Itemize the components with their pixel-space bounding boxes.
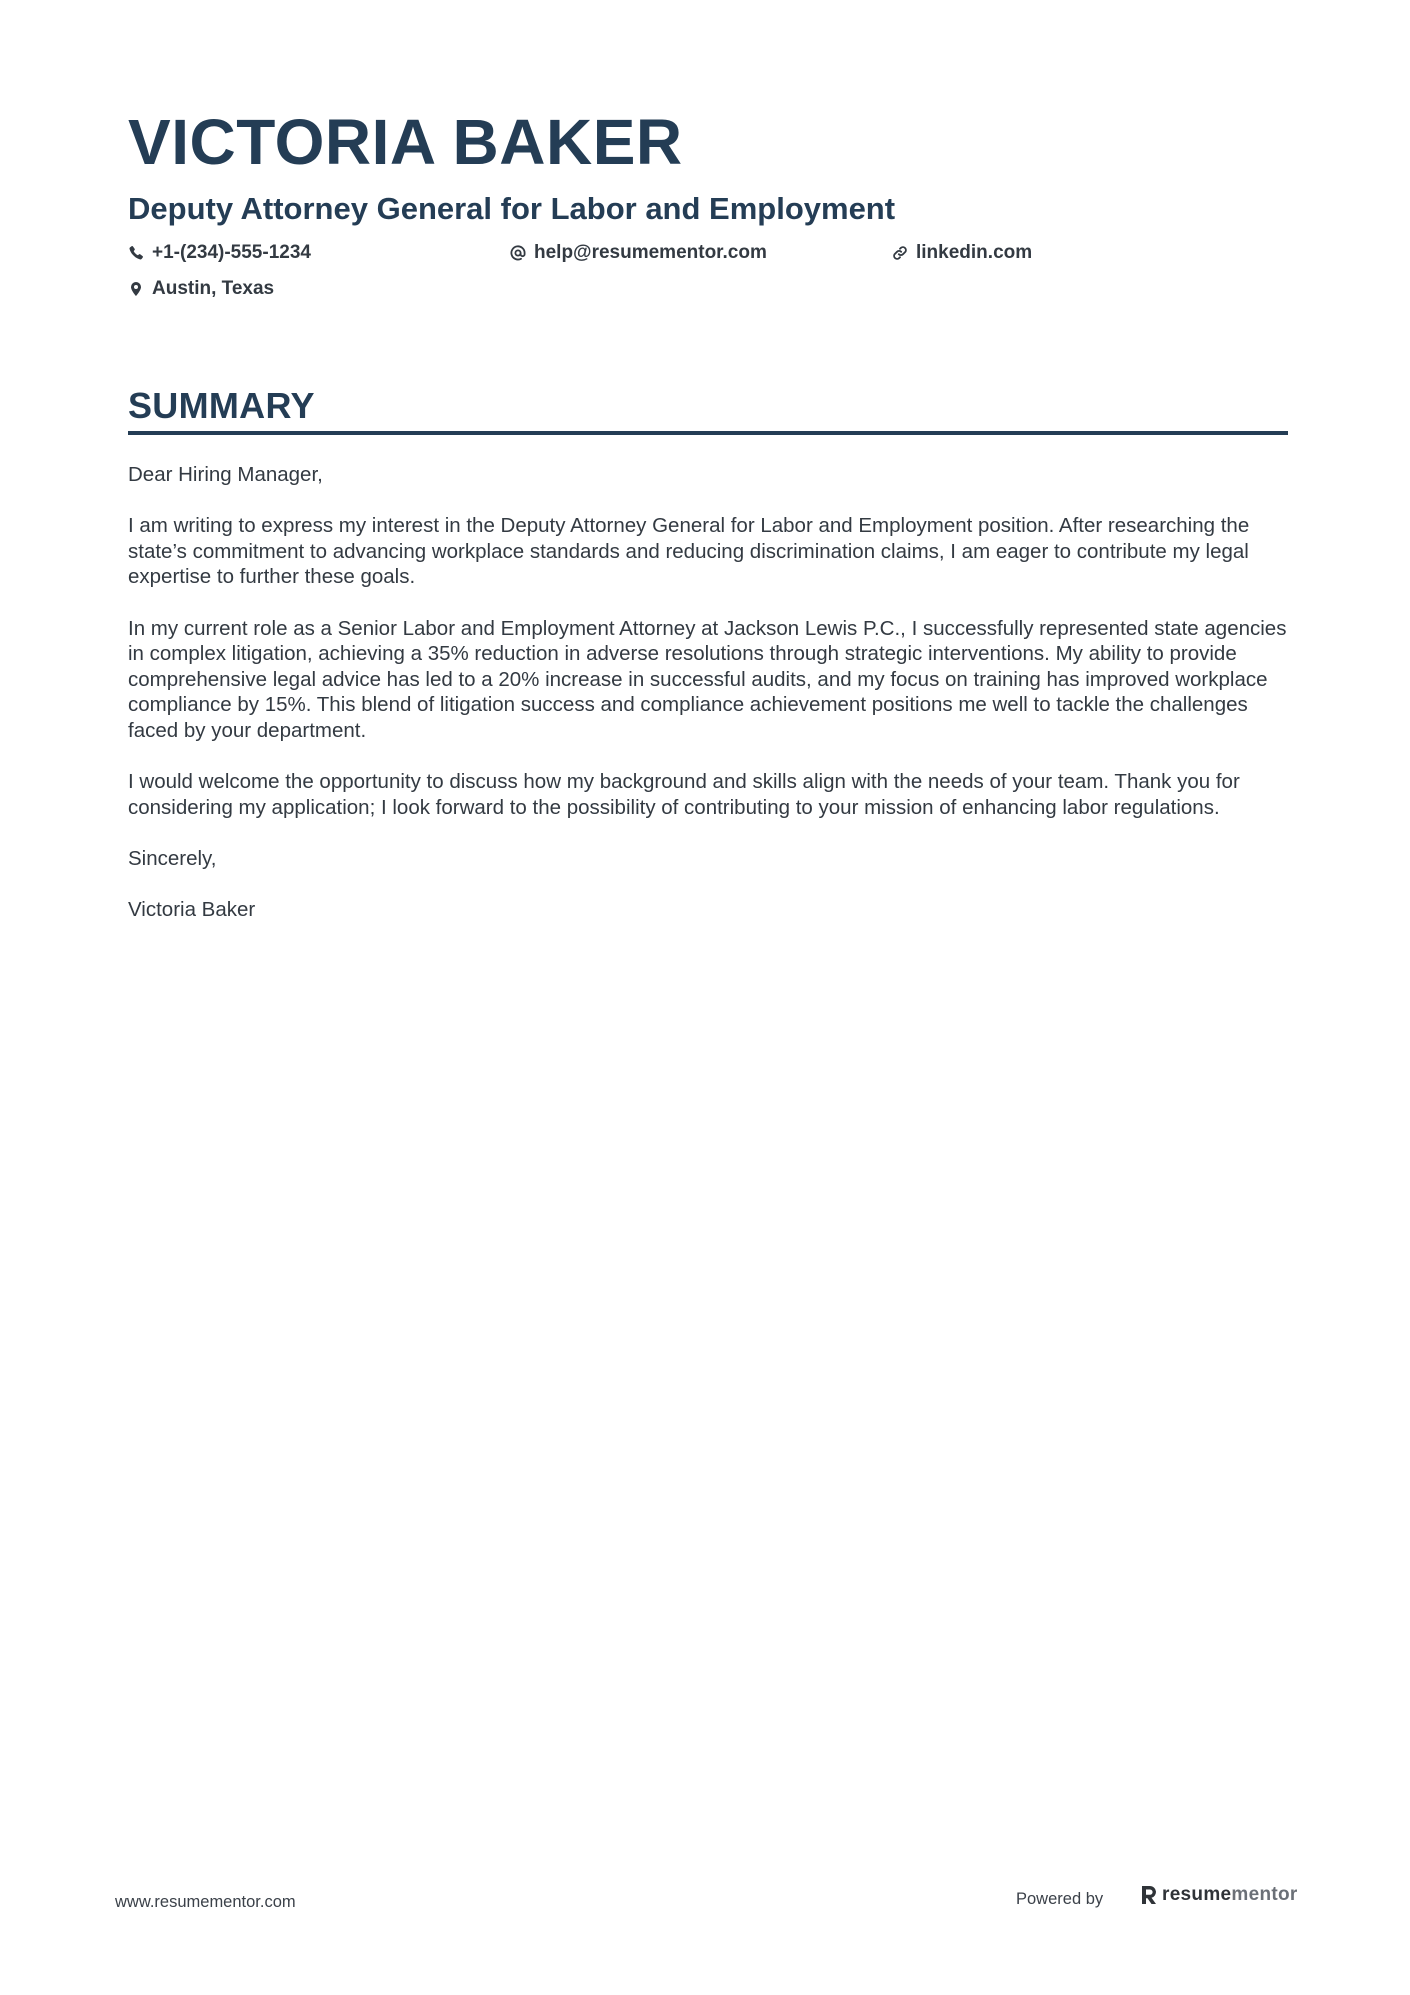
section-divider xyxy=(128,431,1288,435)
contact-linkedin[interactable] xyxy=(892,242,1032,264)
link-icon xyxy=(892,245,908,261)
letter-closing: Sincerely, xyxy=(128,846,217,870)
letter-greeting: Dear Hiring Manager, xyxy=(128,463,323,486)
contact-email[interactable] xyxy=(510,242,767,264)
phone-text: +1-(234)-555-1234 xyxy=(152,242,311,263)
resumementor-logo-icon xyxy=(1140,1884,1158,1906)
letter-paragraph: I am writing to express my interest in the Deputy Attorney General for Labor and Employment position. After researching the state’s commitment to advancing workplace standards and reducing discrimination claims, I am eager to contribute my legal expertise to further these goals. xyxy=(128,514,1250,589)
footer-powered-by: Powered by xyxy=(1016,1890,1104,1908)
brand-wordmark-resume: resume xyxy=(1162,1884,1232,1905)
letter-paragraph: In my current role as a Senior Labor and Employment Attorney at Jackson Lewis P.C., I successfully represented state agencies in complex litigation, achieving a 35% reduction in adverse resolutions through strategic interventions. My ability to provide comprehensive legal advice has led to a 20% increase in successful audits, and my focus on training has improved workplace compliance by 15%. This blend of litigation success and compliance achievement positions me well to tackle the challenges faced by your department. xyxy=(128,616,1287,742)
phone-icon xyxy=(128,245,144,261)
map-pin-icon xyxy=(128,281,144,297)
contact-location xyxy=(128,278,274,300)
section-heading-summary: SUMMARY xyxy=(128,385,315,426)
candidate-name: VICTORIA BAKER xyxy=(128,106,683,178)
email-text: help@resumementor.com xyxy=(534,242,767,263)
letter-body xyxy=(128,462,1288,948)
job-title: Deputy Attorney General for Labor and Employment xyxy=(128,191,896,226)
brand-wordmark xyxy=(1162,1884,1298,1906)
footer-website[interactable]: www.resumementor.com xyxy=(115,1893,296,1911)
linkedin-text: linkedin.com xyxy=(916,242,1033,263)
at-icon xyxy=(510,245,526,261)
location-text: Austin, Texas xyxy=(152,278,275,299)
letter-signature: Victoria Baker xyxy=(128,898,256,922)
brand-wordmark-mentor: mentor xyxy=(1231,1884,1298,1905)
contact-phone xyxy=(128,242,311,264)
brand-logo[interactable] xyxy=(1140,1884,1298,1906)
letter-paragraph: I would welcome the opportunity to discuss how my background and skills align with the needs of your team. Thank you for considering my application; I look forward to the possibility of contributing to your mission of enhancing labor regulations. xyxy=(128,770,1240,819)
